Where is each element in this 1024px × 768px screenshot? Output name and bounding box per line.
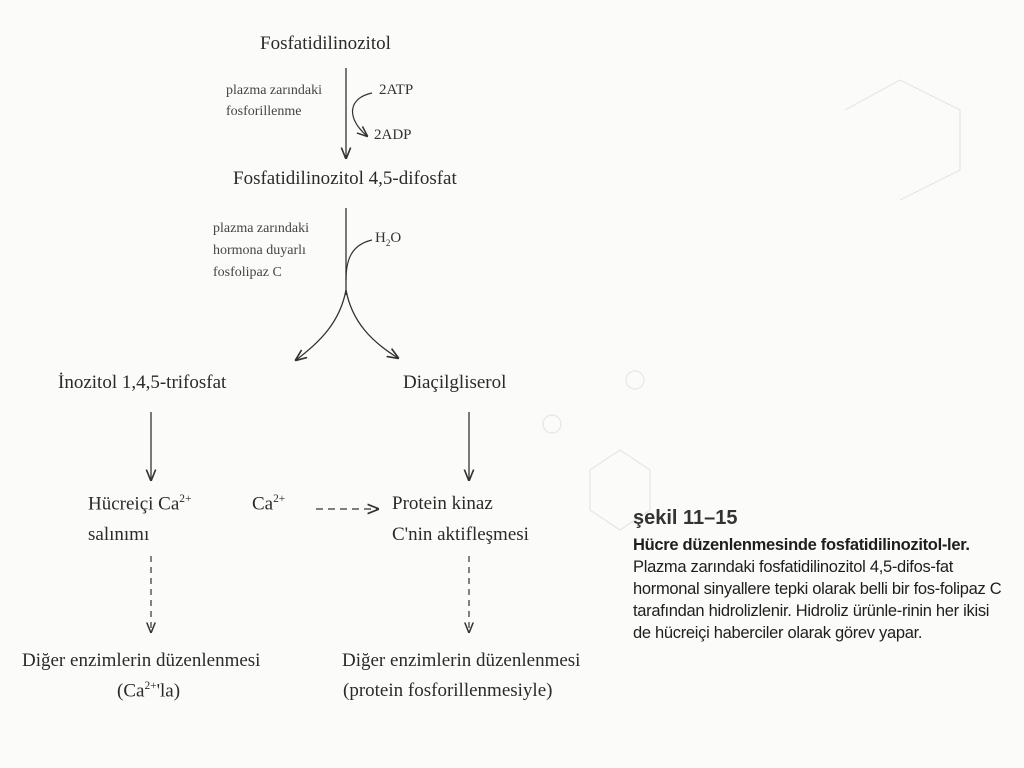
water-o: O (390, 230, 402, 246)
node-ca-release-line2: salınımı (88, 524, 150, 545)
reg-left-charge: 2+ (144, 680, 157, 692)
annotation-step1-line1: plazma zarındaki (226, 83, 323, 98)
caption-body (633, 534, 1005, 644)
node-inozitol-trifosfat: İnozitol 1,4,5-trifosfat (58, 372, 227, 393)
arrow-to-diacilgliserol (346, 290, 398, 358)
label-2atp: 2ATP (379, 82, 414, 98)
faint-background-drawing (543, 80, 960, 530)
calcium-charge: 2+ (273, 493, 286, 505)
arrow-to-trifosfat (296, 290, 346, 360)
annotation-step1-line2: fosforillenme (226, 104, 302, 119)
node-fosfatidilinozitol: Fosfatidilinozitol (260, 33, 391, 54)
atp-adp-curve (353, 93, 372, 136)
node-regulation-right-line2: (protein fosforillenmesiyle) (343, 680, 553, 701)
caption-text: Plazma zarındaki fosfatidilinozitol 4,5-difos-fat hormonal sinyallere tepki olarak belli bir fos-folipaz C tarafından hidrolizlenir. Hidroliz ürünle-rinin her ikisi de hücreiçi haberciler olarak görev yapar. (633, 558, 1002, 642)
water-h: H (375, 230, 386, 246)
node-diacilgliserol: Diaçilgliserol (403, 372, 507, 393)
node-ca-release (88, 493, 191, 515)
caption-bold-lead: Hücre düzenlenmesinde fosfatidilinozitol-ler. (633, 536, 970, 554)
node-pkc-line2: C'nin aktifleşmesi (392, 524, 529, 545)
water-subscript: 2 (385, 238, 391, 248)
label-2adp: 2ADP (374, 127, 412, 143)
caption-title: şekil 11–15 (633, 507, 738, 529)
label-water (375, 230, 401, 248)
ca-release-charge: 2+ (179, 493, 192, 505)
reg-left-close: 'la) (156, 680, 181, 702)
node-regulation-left-line2 (117, 680, 180, 702)
node-difosfat: Fosfatidilinozitol 4,5-difosfat (233, 168, 457, 189)
annotation-step2-line3: fosfolipaz C (213, 265, 282, 280)
figure-caption (633, 507, 1005, 644)
ca-release-text: Hücreiçi Ca (88, 493, 180, 515)
annotation-step2-line1: plazma zarındaki (213, 221, 310, 236)
label-calcium-ion (252, 493, 285, 515)
annotation-step2-line2: hormona duyarlı (213, 243, 306, 258)
node-regulation-right-line1: Diğer enzimlerin düzenlenmesi (342, 650, 581, 671)
node-regulation-left-line1: Diğer enzimlerin düzenlenmesi (22, 650, 261, 671)
reg-left-open: (Ca (117, 680, 145, 702)
node-pkc-line1: Protein kinaz (392, 493, 493, 514)
water-curve (346, 240, 372, 280)
calcium-text: Ca (252, 493, 274, 515)
